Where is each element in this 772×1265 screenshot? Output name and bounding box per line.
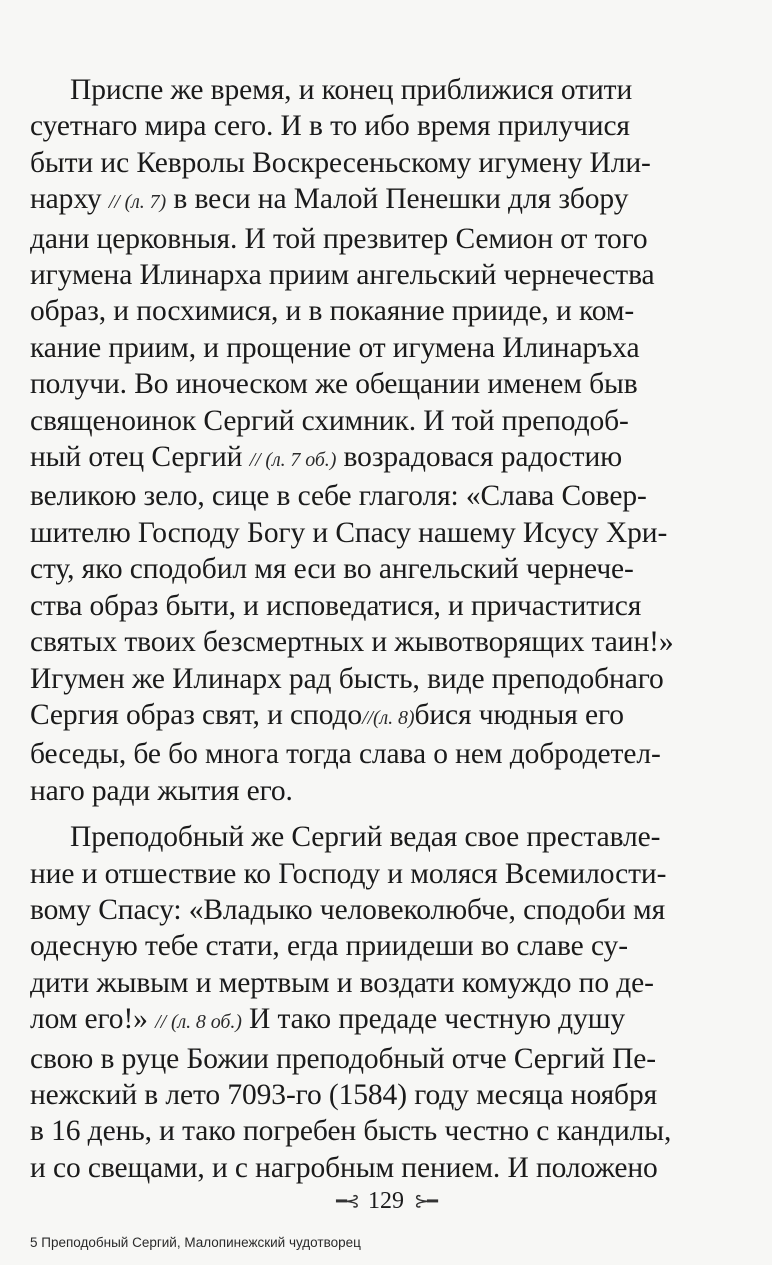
text-line xyxy=(30,257,690,293)
text-segment: наго ради жытия его. xyxy=(30,774,293,807)
text-segment: суетнаго мира сего. И в то ибо время прилучися xyxy=(30,110,630,143)
leaf-reference-note: // (л. 7) xyxy=(108,191,167,214)
text-segment: в веси на Малой Пенешки для збору xyxy=(166,183,629,216)
leaf-reference-note: // (л. 8 об.) xyxy=(155,1011,242,1034)
text-line xyxy=(30,1113,690,1149)
text-line xyxy=(30,293,690,329)
text-line xyxy=(30,1001,690,1040)
text-segment: быти ис Кевролы Воскресеньскому игумену Или- xyxy=(30,146,651,179)
text-segment: ства образ быти, и исповедатися, и причаститися xyxy=(30,589,642,622)
text-line xyxy=(30,366,690,402)
text-line xyxy=(30,478,690,514)
text-line xyxy=(30,108,690,144)
text-segment: ный отец Сергий xyxy=(30,441,250,474)
text-segment: нарху xyxy=(30,183,109,216)
text-segment: святых твоих безсмертных и жывотворящих таин!» xyxy=(30,626,674,659)
text-segment: в 16 день, и тако погребен бысть честно с кандилы, xyxy=(30,1115,672,1148)
text-segment: Преподобный же Сергий ведая свое преставле- xyxy=(70,821,661,854)
text-line xyxy=(30,856,690,892)
text-segment: лом его!» xyxy=(30,1003,156,1036)
text-line xyxy=(30,72,690,108)
text-segment: возрадовася радостию xyxy=(336,441,623,474)
text-line xyxy=(30,1041,690,1077)
text-segment: игумена Илинарха приим ангельский чернечества xyxy=(30,259,655,292)
text-line xyxy=(30,661,690,697)
text-segment: Игумен же Илинарх рад бысть, виде преподобнаго xyxy=(30,662,664,695)
text-line xyxy=(30,928,690,964)
main-text xyxy=(30,72,690,1186)
left-ornament-icon: ━⊰ xyxy=(336,1191,358,1211)
text-line xyxy=(30,697,690,736)
page-number: 129 xyxy=(368,1188,404,1214)
text-line xyxy=(30,551,690,587)
text-line xyxy=(30,515,690,551)
text-line xyxy=(30,892,690,928)
text-segment: нежский в лето 7093-го (1584) году месяца ноября xyxy=(30,1078,658,1111)
text-line xyxy=(30,145,690,181)
text-segment: и со свещами, и с нагробным пением. И положено xyxy=(30,1151,658,1184)
text-segment: священоинок Сергий схимник. И той преподоб- xyxy=(30,404,629,437)
text-line xyxy=(30,1077,690,1113)
text-line xyxy=(30,819,690,855)
text-segment: ние и отшествие ко Господу и моляся Всемилости- xyxy=(30,857,667,890)
leaf-reference-note: // (л. 7 об.) xyxy=(249,449,337,472)
right-ornament-icon: ⊱━ xyxy=(414,1191,436,1211)
text-line xyxy=(30,773,690,809)
text-segment: дани церковныя. И той презвитер Семион от того xyxy=(30,222,648,255)
text-segment: свою в руце Божии преподобный отче Сергий Пе- xyxy=(30,1042,657,1075)
text-segment: Сергия образ свят, и сподо xyxy=(30,698,363,731)
text-line xyxy=(30,624,690,660)
text-segment: сту, яко сподобил мя еси во ангельский чернече- xyxy=(30,553,634,586)
text-segment: Приспе же время, и конец приближися отити xyxy=(70,74,633,106)
text-segment: И тако предаде честную душу xyxy=(241,1003,625,1036)
leaf-reference-note: //(л. 8) xyxy=(362,706,415,729)
text-segment: великою зело, сице в себе глаголя: «Слава Совер- xyxy=(30,480,647,513)
text-line xyxy=(30,588,690,624)
text-line xyxy=(30,221,690,257)
text-segment: дити жывым и мертвым и воздати комуждо по де- xyxy=(30,966,654,999)
text-line xyxy=(30,439,690,478)
text-line xyxy=(30,1150,690,1186)
text-segment: получи. Во иноческом же обещании именем быв xyxy=(30,368,638,401)
page-number-block xyxy=(0,1188,772,1215)
text-line xyxy=(30,403,690,439)
text-line xyxy=(30,330,690,366)
text-segment: одесную тебе стати, егда приидеши во славе су- xyxy=(30,930,628,963)
text-segment: шителю Господу Богу и Спасу нашему Исусу Хри- xyxy=(30,516,668,549)
text-segment: кание приим, и прощение от игумена Илинаръха xyxy=(30,331,640,364)
running-footer: 5 Преподобный Сергий, Малопинежский чудотворец xyxy=(30,1235,361,1250)
text-segment: беседы, бе бо многа тогда слава о нем добродетел- xyxy=(30,738,661,771)
text-segment: бися чюдныя его xyxy=(414,698,624,731)
text-segment: образ, и посхимися, и в покаяние прииде, и ком- xyxy=(30,295,635,328)
text-line xyxy=(30,181,690,220)
text-line xyxy=(30,736,690,772)
text-segment: вому Спасу: «Владыко человеколюбче, сподоби мя xyxy=(30,893,666,926)
text-line xyxy=(30,965,690,1001)
